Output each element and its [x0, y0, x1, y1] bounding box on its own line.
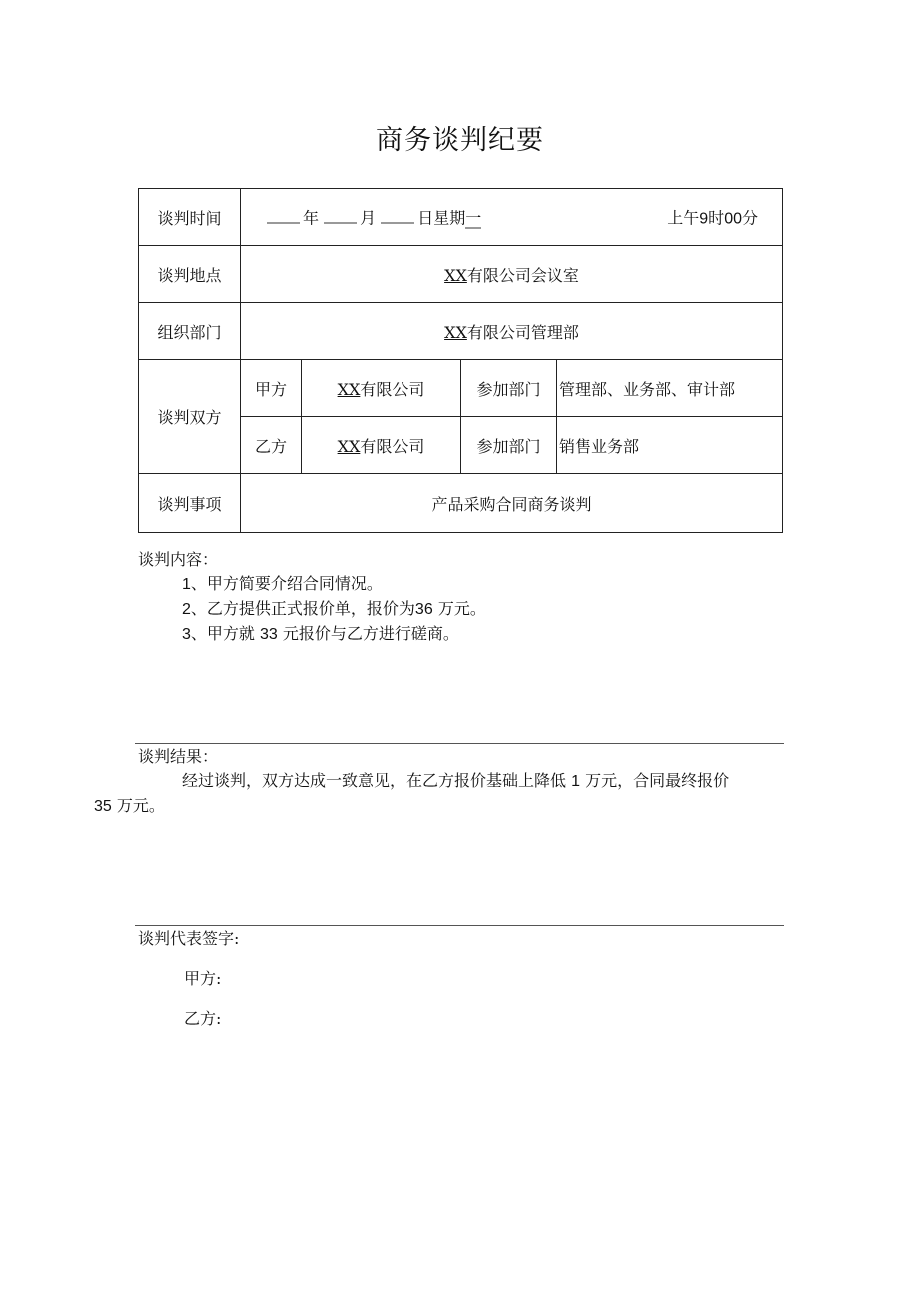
party-a-dept-label: 参加部门 [461, 360, 557, 417]
clock-field [667, 206, 758, 229]
organizer-value-cell [241, 303, 783, 360]
location-value-cell [241, 246, 783, 303]
day-suffix: 日星期 [417, 208, 466, 228]
minute-suffix: 分 [741, 208, 758, 228]
organizer-placeholder: XX [444, 322, 467, 342]
content-item-2-num: 2 [182, 601, 191, 618]
result-text-b: 万元，合同最终报价 [585, 771, 730, 790]
hour-suffix: 时 [708, 208, 725, 228]
organizer-label: 组织部门 [139, 303, 241, 360]
time-prefix: 上午 [667, 208, 700, 228]
party-b-company-cell [302, 417, 461, 474]
weekday-value: 一 [465, 208, 482, 228]
party-a-company-cell [302, 360, 461, 417]
parties-label: 谈判双方 [139, 360, 241, 474]
location-value: 有限公司会议室 [466, 265, 579, 285]
hour-value: 9 [699, 210, 709, 228]
party-b-dept-value: 销售业务部 [557, 417, 783, 474]
location-row [139, 246, 783, 303]
signature-party-a: 甲方: [184, 969, 222, 988]
location-placeholder: XX [444, 265, 467, 285]
party-a-company: 有限公司 [360, 379, 425, 399]
organizer-value: 有限公司管理部 [466, 322, 579, 342]
year-blank [267, 209, 300, 224]
content-item-2-text-b: 万元。 [437, 599, 486, 618]
party-b-placeholder: XX [337, 436, 361, 456]
result-reduction: 1 [571, 773, 581, 790]
result-final-amount: 35 [94, 798, 112, 815]
day-blank [381, 209, 414, 224]
month-blank [324, 209, 357, 224]
date-field [267, 206, 481, 229]
signature-heading: 谈判代表签字: [138, 929, 240, 948]
subject-row [139, 474, 783, 533]
location-label: 谈判地点 [139, 246, 241, 303]
result-paragraph [94, 769, 768, 819]
result-text-c: 万元。 [116, 796, 165, 815]
content-section [138, 548, 486, 647]
content-item-3-num: 3 [182, 626, 191, 643]
time-value-cell [241, 189, 783, 246]
year-suffix: 年 [303, 208, 320, 228]
subject-label: 谈判事项 [139, 474, 241, 533]
minute-value: 00 [724, 210, 742, 228]
content-item-2-text-a: 、乙方提供正式报价单，报价为 [190, 599, 415, 618]
divider-content-result [135, 743, 784, 744]
time-label: 谈判时间 [139, 189, 241, 246]
organizer-row [139, 303, 783, 360]
content-item-3-amount: 33 [260, 626, 278, 643]
party-a-role: 甲方 [241, 360, 302, 417]
content-item-1 [138, 572, 486, 597]
content-item-2-amount: 36 [414, 601, 433, 618]
party-a-dept-value: 管理部、业务部、审计部 [557, 360, 783, 417]
content-item-3-text-b: 元报价与乙方进行磋商。 [282, 624, 459, 643]
result-heading: 谈判结果： [138, 747, 219, 766]
signature-party-b: 乙方: [184, 1009, 222, 1028]
content-item-3-text-a: 、甲方就 [190, 624, 255, 643]
time-row [139, 189, 783, 246]
party-b-company: 有限公司 [360, 436, 425, 456]
party-a-placeholder: XX [337, 379, 361, 399]
page-title: 商务谈判纪要 [376, 125, 544, 156]
content-item-1-text: 、甲方简要介绍合同情况。 [190, 574, 383, 593]
content-heading: 谈判内容： [138, 550, 219, 569]
content-item-2 [138, 597, 486, 622]
meeting-info-table [138, 188, 783, 533]
result-text-a: 经过谈判，双方达成一致意见，在乙方报价基础上降低 [182, 771, 567, 790]
subject-value: 产品采购合同商务谈判 [241, 474, 783, 533]
party-a-row [139, 360, 783, 417]
party-b-role: 乙方 [241, 417, 302, 474]
month-suffix: 月 [360, 208, 377, 228]
result-section [94, 745, 768, 819]
party-b-dept-label: 参加部门 [461, 417, 557, 474]
content-item-1-num: 1 [182, 576, 191, 593]
content-item-3 [138, 622, 486, 647]
divider-result-signature [135, 925, 784, 926]
